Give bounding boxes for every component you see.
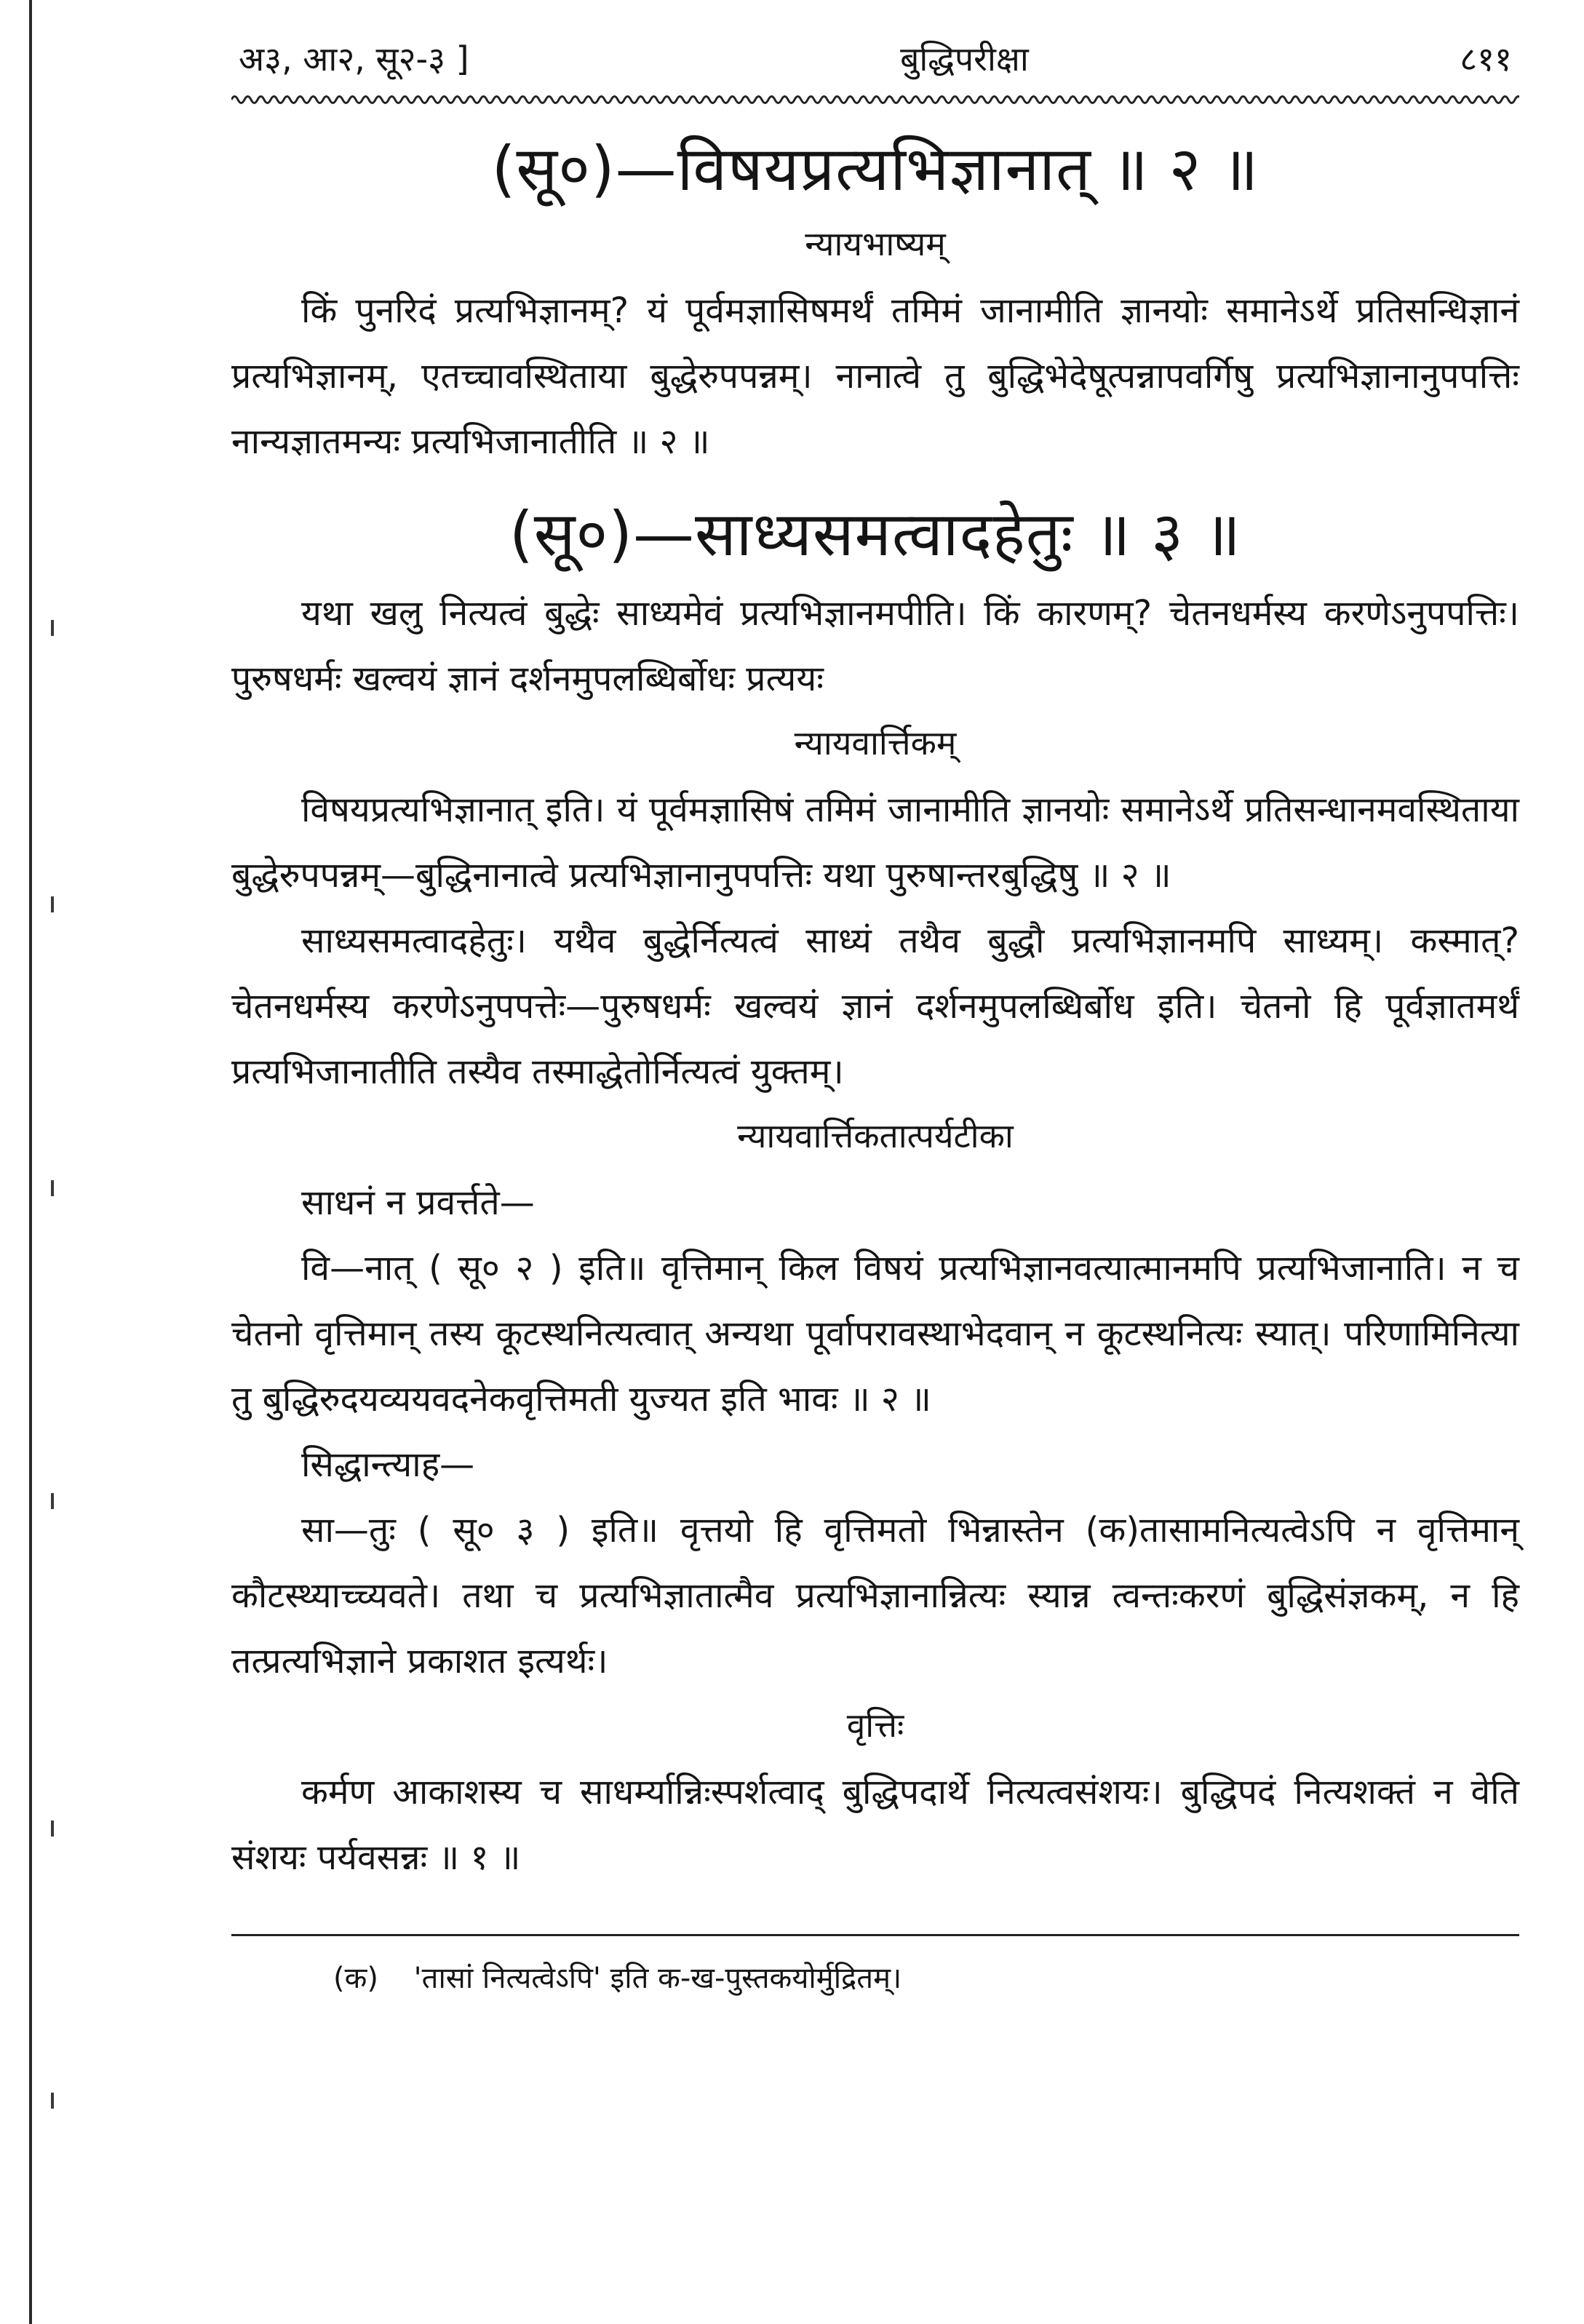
vartika-2: विषयप्रत्यभिज्ञानात् इति। यं पूर्वमज्ञासिषं तमिमं जानामीति ज्ञानयोः समानेऽर्थे प्रतिसन्धानमवस्थिताया बुद्धेरुपपन्नम्—बुद्धिनानात्वे प्रत्यभिज्ञानानुपपत्तिः यथा पुरुषान्तरबुद्धिषु ॥ २ ॥	[231, 789, 1519, 896]
heading-vritti: वृत्तिः	[846, 1706, 904, 1745]
margin-tick	[51, 2093, 54, 2109]
margin-tick	[51, 1493, 54, 1509]
footnote-text: 'तासां नित्यत्वेऽपि' इति क-ख-पुस्तकयोर्मुद्रितम्।	[413, 1962, 902, 1995]
header-title: बुद्धिपरीक्षा	[900, 39, 1029, 79]
margin-tick	[51, 896, 54, 912]
page-content	[231, 29, 1519, 2002]
tika-3: सा—तुः ( सू० ३ ) इति॥ वृत्तयो हि वृत्तिमतो भिन्नास्तेन (क)तासामनित्यत्वेऽपि न वृत्तिमान् कौटस्थ्याच्च्यवते। तथा च प्रत्यभिज्ञातात्मैव प्रत्यभिज्ञानान्नित्यः स्यान्न त्वन्तःकरणं बुद्धिसंज्ञकम्, न हि तत्प्रत्यभिज्ञाने प्रकाशत इत्यर्थः।	[231, 1510, 1519, 1682]
margin-tick	[51, 620, 54, 636]
bhashya-3: यथा खलु नित्यत्वं बुद्धेः साध्यमेवं प्रत्यभिज्ञानमपीति। किं कारणम्? चेतनधर्मस्य करणेऽनुपपत्तिः। पुरुषधर्मः खल्वयं ज्ञानं दर्शनमुपलब्धिर्बोधः प्रत्ययः	[231, 593, 1519, 699]
heading-tatparyatika: न्यायवार्त्तिकतात्पर्यटीका	[737, 1116, 1014, 1155]
page-number: ८११	[1460, 39, 1512, 79]
tika-siddhanta: सिद्धान्त्याह—	[301, 1444, 475, 1485]
heading-nyayavartika: न्यायवार्त्तिकम्	[794, 723, 957, 763]
wavy-header-rule	[231, 90, 1519, 109]
tika-intro: साधनं न प्रवर्त्तते—	[301, 1182, 535, 1223]
vritti-text: कर्मण आकाशस्य च साधर्म्यान्निःस्पर्शत्वाद् बुद्धिपदार्थे नित्यत्वसंशयः। बुद्धिपदं नित्यशक्तं न वेति संशयः पर्यवसन्नः ॥ १ ॥	[231, 1772, 1519, 1878]
running-header	[231, 29, 1519, 87]
margin-tick	[51, 1180, 54, 1196]
vartika-3: साध्यसमत्वादहेतुः। यथैव बुद्धेर्नित्यत्वं साध्यं तथैव बुद्धौ प्रत्यभिज्ञानमपि साध्यम्। कस्मात्? चेतनधर्मस्य करणेऽनुपपत्तेः—पुरुषधर्मः खल्वयं ज्ञानं दर्शनमुपलब्धिर्बोध इति। चेतनो हि पूर्वज्ञातमर्थं प्रत्यभिजानातीति तस्यैव तस्माद्धेतोर्नित्यत्वं युक्तम्।	[231, 920, 1519, 1092]
bhashya-2: किं पुनरिदं प्रत्यभिज्ञानम्? यं पूर्वमज्ञासिषमर्थं तमिमं जानामीति ज्ञानयोः समानेऽर्थे प्रतिसन्धिज्ञानं प्रत्यभिज्ञानम्, एतच्चावस्थिताया बुद्धेरुपपन्नम्। नानात्वे तु बुद्धिभेदेषूत्पन्नापवर्गिषु प्रत्यभिज्ञानानुपपत्तिः नान्यज्ञातमन्यः प्रत्यभिजानातीति ॥ २ ॥	[231, 290, 1519, 462]
margin-tick	[51, 1820, 54, 1836]
header-reference: अ३, आ२, सू२-३ ]	[239, 39, 469, 79]
left-margin-rule	[29, 0, 32, 2324]
tika-2: वि—नात् ( सू० २ ) इति॥ वृत्तिमान् किल विषयं प्रत्यभिज्ञानवत्यात्मानमपि प्रत्यभिजानाति। न च चेतनो वृत्तिमान् तस्य कूटस्थनित्यत्वात् अन्यथा पूर्वापरावस्थाभेदवान् न कूटस्थनित्यः स्यात्। परिणामिनित्या तु बुद्धिरुदयव्ययवदनेकवृत्तिमती युज्यत इति भावः ॥ २ ॥	[231, 1248, 1519, 1420]
sutra-2: (सू०)—विषयप्रत्यभिज्ञानात् ॥ २ ॥	[491, 133, 1259, 204]
heading-nyayabhashya: न्यायभाष्यम्	[805, 224, 946, 263]
footnote-mark: (क)	[333, 1962, 378, 1995]
footnote	[231, 1955, 1519, 2002]
sutra-3: (सू०)—साध्यसमत्वादहेतुः ॥ ३ ॥	[509, 498, 1242, 570]
footnote-rule	[231, 1934, 1519, 1936]
